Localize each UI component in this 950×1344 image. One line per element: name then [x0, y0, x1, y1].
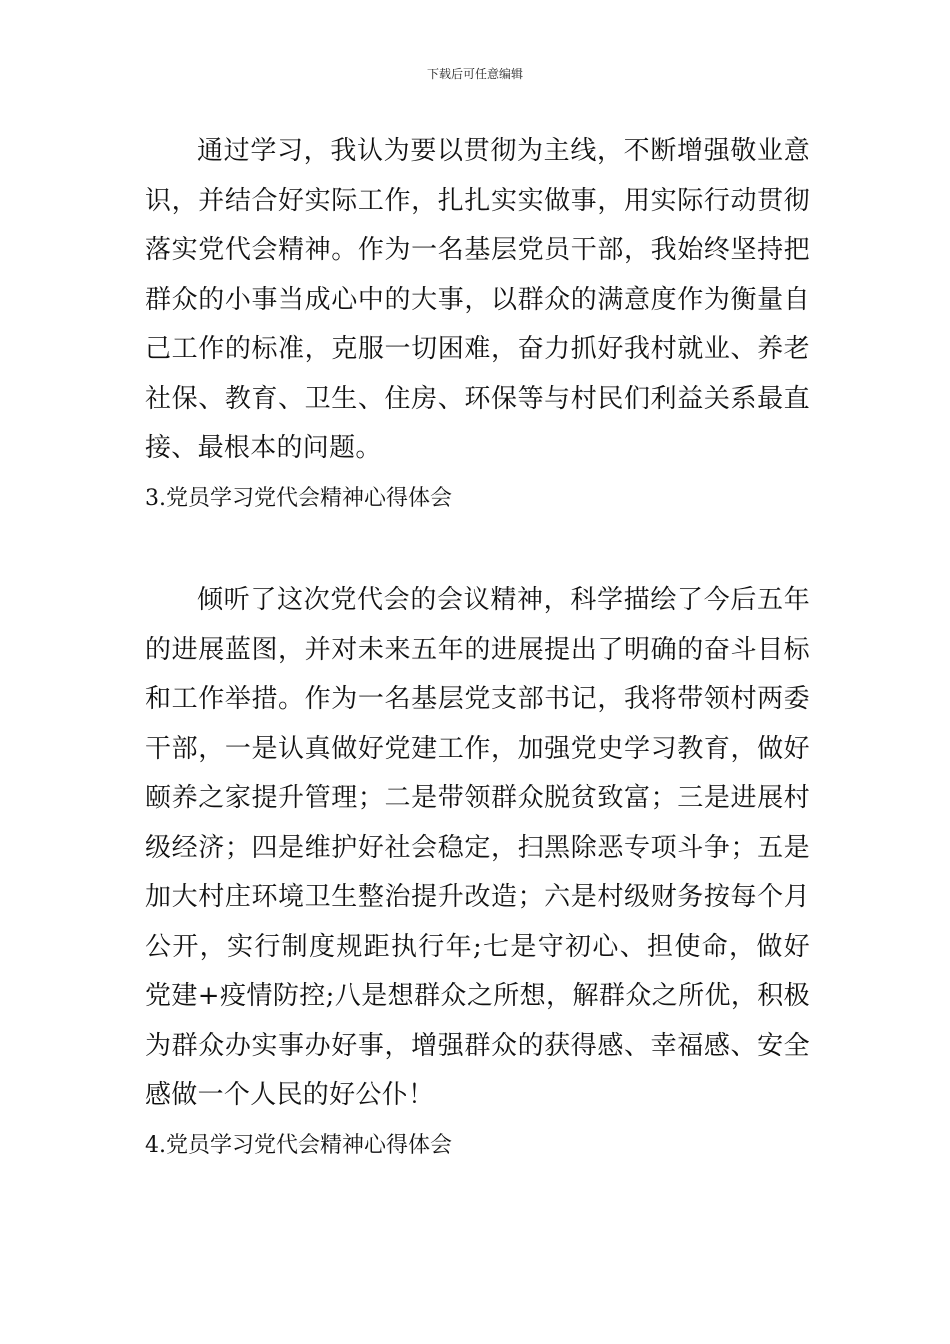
body-paragraph-1: 通过学习，我认为要以贯彻为主线，不断增强敬业意识，并结合好实际工作，扎扎实实做事，用实际行动贯彻落实党代会精神。作为一名基层党员干部，我始终坚持把群众的小事当成心中的大事，以群众的满意度作为衡量自己工作的标准，克服一切困难，奋力抓好我村就业、养老社保、教育、卫生、住房、环保等与村民们利益关系最直接、最根本的问题。	[145, 136, 810, 463]
section-heading-4: 4.党员学习党代会精神心得体会	[145, 1133, 452, 1158]
header-note: 下载后可任意编辑	[426, 67, 523, 81]
body-paragraph-2: 倾听了这次党代会的会议精神，科学描绘了今后五年的进展蓝图，并对未来五年的进展提出了明确的奋斗目标和工作举措。作为一名基层党支部书记，我将带领村两委干部，一是认真做好党建工作，加强党史学习教育，做好颐养之家提升管理；二是带领群众脱贫致富；三是进展村级经济；四是维护好社会稳定，扫黑除恶专项斗争；五是加大村庄环境卫生整治提升改造；六是村级财务按每个月公开，实行制度规距执行年;七是守初心、担使命，做好党建+疫情防控;八是想群众之所想，解群众之所优，积极为群众办实事办好事，增强群众的获得感、幸福感、安全感做一个人民的好公仆！	[145, 585, 810, 1110]
section-heading-3: 3.党员学习党代会精神心得体会	[145, 486, 452, 511]
